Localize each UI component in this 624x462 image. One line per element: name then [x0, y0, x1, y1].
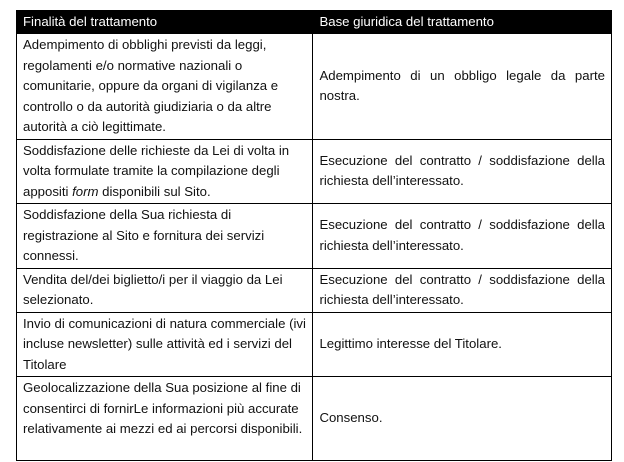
purpose-text: Soddisfazione delle richieste da Lei di volta in volta formulate tramite la compilazione degli appositi	[23, 142, 290, 199]
table-header	[17, 11, 612, 34]
table-row	[17, 139, 612, 204]
table-row	[17, 204, 612, 269]
purpose-cell: Adempimento di obblighi previsti da leggi, regolamenti e/o normative nazionali o comunitarie, oppure da organi di vigilanza e controllo o da autorità giudiziaria o da altre autorità a ciò legittimate.	[17, 34, 313, 140]
processing-purposes-table	[16, 10, 612, 461]
table-row	[17, 377, 612, 461]
purpose-cell: Invio di comunicazioni di natura commerciale (ivi incluse newsletter) sulle attività ed i servizi del Titolare	[17, 312, 313, 377]
legal-basis-cell: Esecuzione del contratto / soddisfazione della richiesta dell’interessato.	[313, 139, 612, 204]
legal-basis-cell: Esecuzione del contratto / soddisfazione della richiesta dell’interessato.	[313, 204, 612, 269]
purpose-cell: Soddisfazione della Sua richiesta di registrazione al Sito e fornitura dei servizi connessi.	[17, 204, 313, 269]
purpose-cell: Vendita del/dei biglietto/i per il viaggio da Lei selezionato.	[17, 268, 313, 312]
table-header-row	[17, 11, 612, 34]
purpose-cell: Geolocalizzazione della Sua posizione al fine di consentirci di fornirLe informazioni più accurate relativamente ai mezzi ed ai percorsi disponibili.	[17, 377, 313, 461]
header-legal-basis: Base giuridica del trattamento	[313, 11, 612, 34]
table-row	[17, 268, 612, 312]
purpose-text: disponibili sul Sito.	[98, 183, 211, 199]
header-purpose: Finalità del trattamento	[17, 11, 313, 34]
table-body	[17, 34, 612, 461]
table-row	[17, 312, 612, 377]
legal-basis-cell: Esecuzione del contratto / soddisfazione della richiesta dell’interessato.	[313, 268, 612, 312]
legal-basis-cell: Consenso.	[313, 377, 612, 461]
legal-basis-cell: Legittimo interesse del Titolare.	[313, 312, 612, 377]
purpose-cell	[17, 139, 313, 204]
purpose-emphasis: form	[72, 183, 99, 199]
table-row	[17, 34, 612, 140]
legal-basis-cell: Adempimento di un obbligo legale da parte nostra.	[313, 34, 612, 140]
